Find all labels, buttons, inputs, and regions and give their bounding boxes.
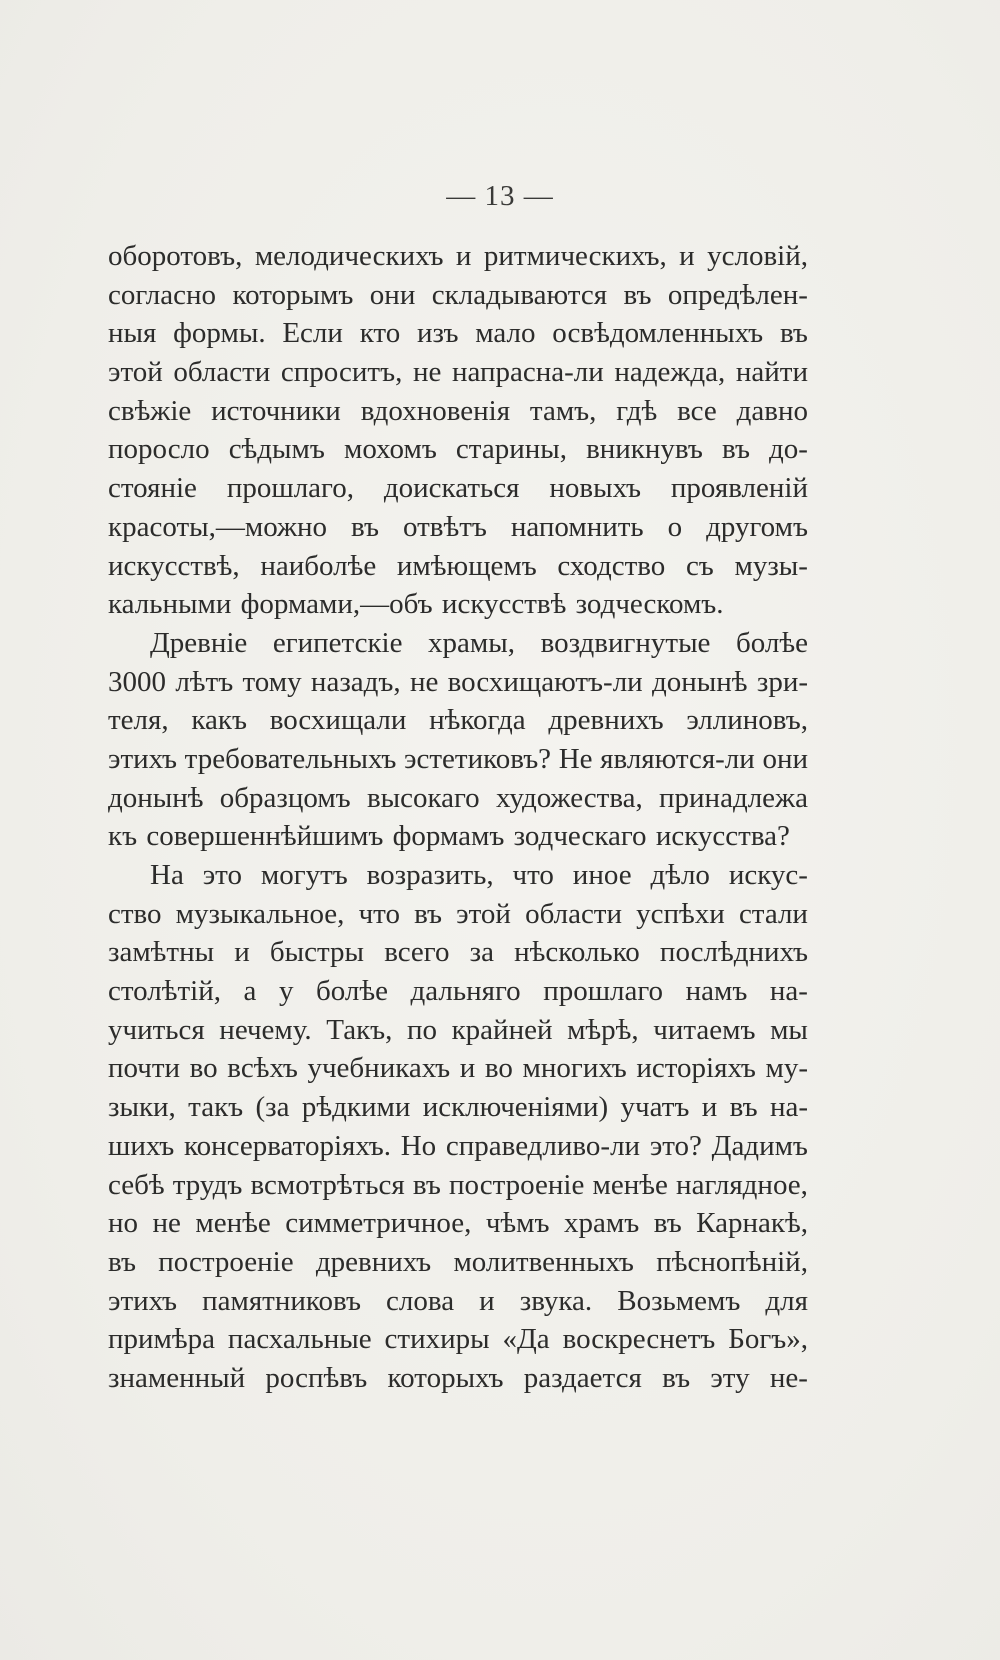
text-line: искусствѣ, наиболѣе имѣющемъ сходство съ музы- xyxy=(108,549,808,582)
text-line: кальными формами,—объ искусствѣ зодческомъ. xyxy=(108,588,724,621)
text-line: почти во всѣхъ учебникахъ и во многихъ исторіяхъ му- xyxy=(108,1052,808,1085)
text-line: но не менѣе симметричное, чѣмъ храмъ въ Карнакѣ, xyxy=(108,1207,808,1240)
text-line: столѣтій, а у болѣе дальняго прошлаго намъ на- xyxy=(108,975,808,1008)
text-line: На это могутъ возразить, что иное дѣло искус- xyxy=(150,859,808,891)
text-line: зыки, такъ (за рѣдкими исключеніями) учатъ и въ на- xyxy=(108,1091,808,1124)
text-line: учиться нечему. Такъ, по крайней мѣрѣ, читаемъ мы xyxy=(108,1013,808,1046)
text-line: въ построеніе древнихъ молитвенныхъ пѣснопѣній, xyxy=(108,1245,808,1278)
text-line: этихъ требовательныхъ эстетиковъ? Не являются-ли они xyxy=(108,742,808,775)
text-line: этой области спроситъ, не напрасна-ли надежда, найти xyxy=(108,356,808,389)
text-line: стояніе прошлаго, доискаться новыхъ проявленій xyxy=(108,472,808,505)
body-text xyxy=(108,237,808,1398)
text-line: ство музыкальное, что въ этой области успѣхи стали xyxy=(108,897,808,930)
text-line: примѣра пасхальные стихиры «Да воскреснетъ Богъ», xyxy=(108,1323,808,1356)
text-line: теля, какъ восхищали нѣкогда древнихъ эллиновъ, xyxy=(108,704,808,737)
text-line: замѣтны и быстры всего за нѣсколько послѣднихъ xyxy=(108,936,808,969)
text-line: донынѣ образцомъ высокаго художества, принадлежа xyxy=(108,781,808,814)
text-line: ныя формы. Если кто изъ мало освѣдомленныхъ въ xyxy=(108,317,808,350)
page-number: — 13 — xyxy=(446,180,554,212)
text-line: къ совершеннѣйшимъ формамъ зодческаго искусства? xyxy=(108,820,790,853)
text-line: согласно которымъ они складываются въ опредѣлен- xyxy=(108,278,808,311)
text-line: себѣ трудъ всмотрѣться въ построеніе менѣе наглядное, xyxy=(108,1168,808,1201)
text-line: оборотовъ, мелодическихъ и ритмическихъ, и условій, xyxy=(108,240,808,272)
text-line: этихъ памятниковъ слова и звука. Возьмемъ для xyxy=(108,1284,808,1317)
text-line: 3000 лѣтъ тому назадъ, не восхищаютъ-ли донынѣ зри- xyxy=(108,665,808,698)
text-line: шихъ консерваторіяхъ. Но справедливо-ли это? Дадимъ xyxy=(108,1129,808,1162)
text-line: свѣжіе источники вдохновенія тамъ, гдѣ все давно xyxy=(108,394,808,427)
text-line: знаменный роспѣвъ которыхъ раздается въ эту не- xyxy=(108,1361,808,1394)
text-line: поросло сѣдымъ мохомъ старины, вникнувъ въ до- xyxy=(108,433,808,466)
text-line: Древніе египетскіе храмы, воздвигнутые болѣе xyxy=(150,626,808,659)
text-line: красоты,—можно въ отвѣтъ напомнить о другомъ xyxy=(108,510,808,543)
